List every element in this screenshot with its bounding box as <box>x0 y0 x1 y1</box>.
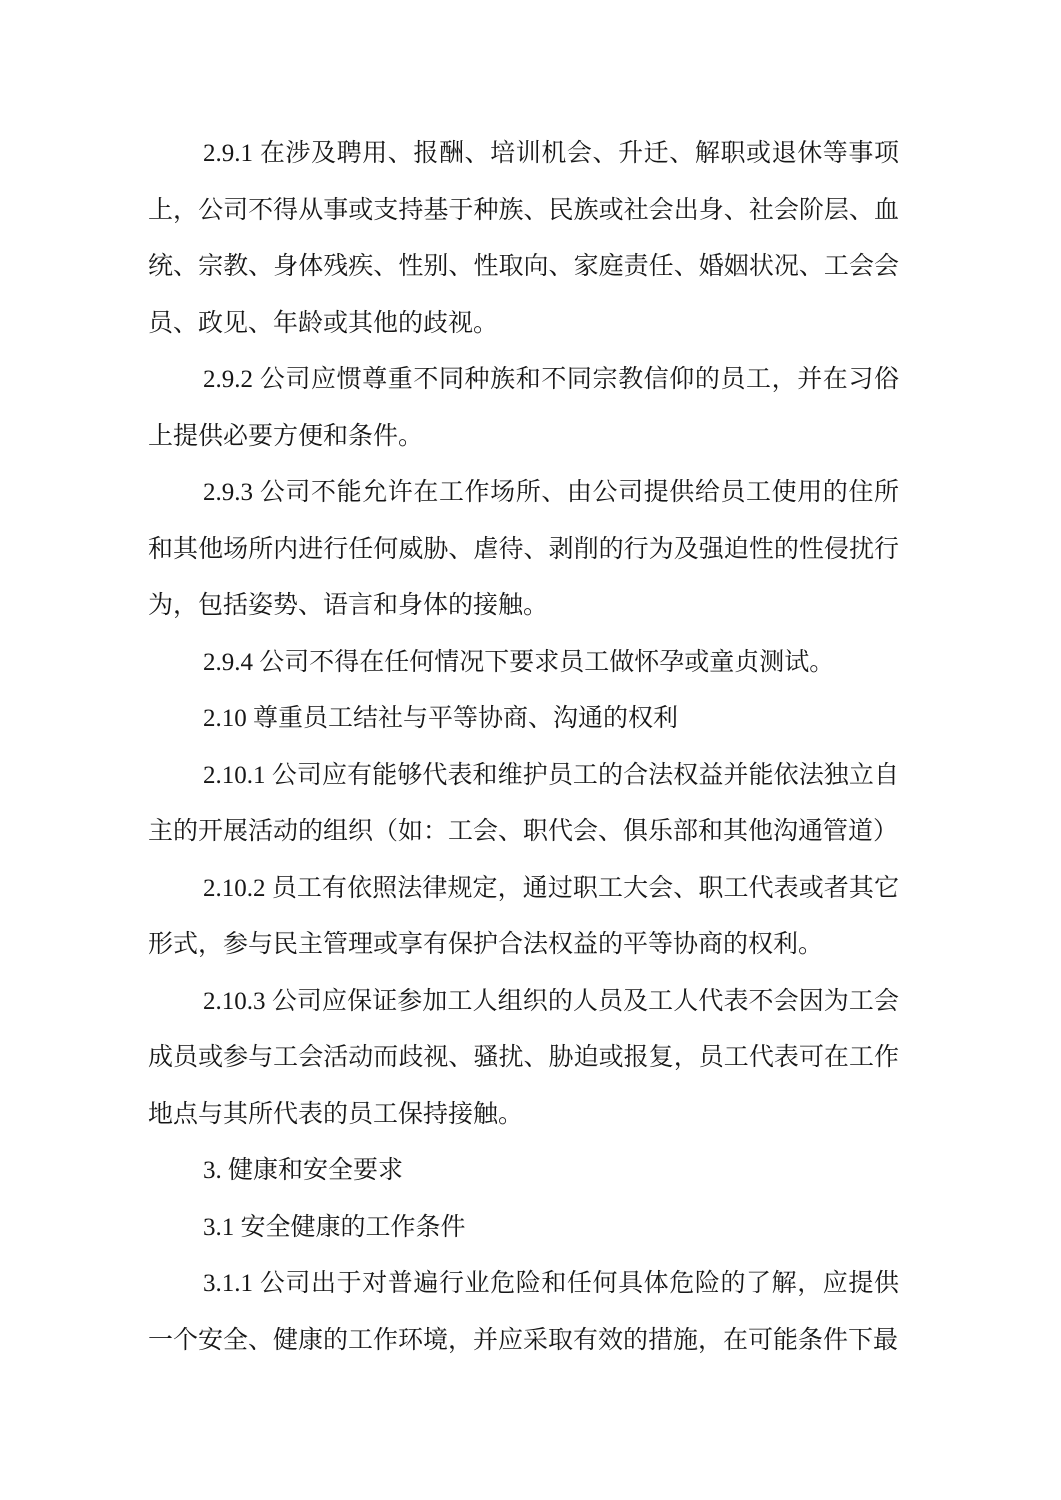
paragraph: 3. 健康和安全要求 <box>203 1157 404 1184</box>
paragraph: 3.1.1 公司出于对普遍行业危险和任何具体危险的了解，应提供一个安全、健康的工作环境，并应采取有效的措施，在可能条件下最 <box>148 1270 899 1354</box>
paragraph: 2.10 尊重员工结社与平等协商、沟通的权利 <box>203 705 679 732</box>
paragraph: 2.10.3 公司应保证参加工人组织的人员及工人代表不会因为工会成员或参与工会活动而歧视、骚扰、胁迫或报复，员工代表可在工作地点与其所代表的员工保持接触。 <box>148 987 899 1128</box>
paragraph: 2.9.1 在涉及聘用、报酬、培训机会、升迁、解职或退休等事项上，公司不得从事或支持基于种族、民族或社会出身、社会阶层、血统、宗教、身体残疾、性别、性取向、家庭责任、婚姻状况、工会会员、政见、年龄或其他的歧视。 <box>148 140 899 337</box>
paragraph: 2.10.2 员工有依照法律规定，通过职工大会、职工代表或者其它形式，参与民主管理或享有保护合法权益的平等协商的权利。 <box>148 874 899 958</box>
document-body <box>148 0 899 1369</box>
paragraph: 2.9.4 公司不得在任何情况下要求员工做怀孕或童贞测试。 <box>203 648 835 676</box>
paragraph: 2.10.1 公司应有能够代表和维护员工的合法权益并能依法独立自主的开展活动的组织（如：工会、职代会、俱乐部和其他沟通管道） <box>148 761 899 845</box>
paragraph: 2.9.3 公司不能允许在工作场所、由公司提供给员工使用的住所和其他场所内进行任何威胁、虐待、剥削的行为及强迫性的性侵扰行为，包括姿势、语言和身体的接触。 <box>148 479 899 619</box>
paragraph: 2.9.2 公司应惯尊重不同种族和不同宗教信仰的员工，并在习俗上提供必要方便和条件。 <box>148 366 899 450</box>
paragraph: 3.1 安全健康的工作条件 <box>203 1213 466 1241</box>
